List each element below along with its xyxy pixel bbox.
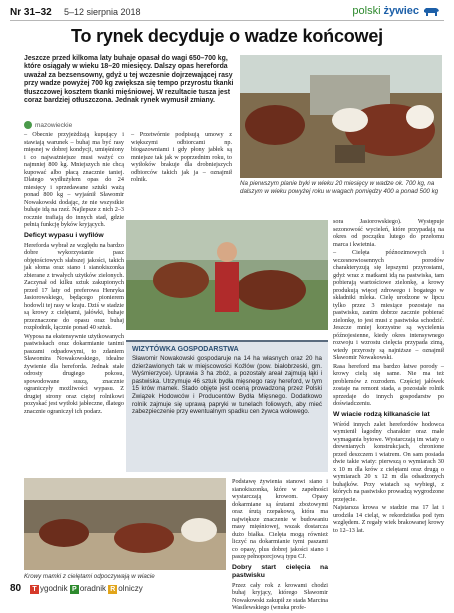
- paragraph: – Przetwórnie podpisują umowy z większymi odbiorcami np. biogazowniami i gdy płony jabłek są mniejsze tak jak w poprzednim roku, to wytłoków brakuje dla drobniejszych odbiorców takich jak ja – oznajmił rolnik.: [131, 131, 232, 183]
- photo-bulls-caption: Na pierwszym planie byki w wieku 20 miesięcy w wadze ok. 700 kg, na dalszym w wieku powyżej roku w wagach pomiędzy 400 a ponad 500 kg: [240, 180, 439, 195]
- paragraph: Wśród innych zalet herefordów hodowca wymienił łagodny charakter oraz małe wymagania bytowe. Wystarczają im wiaty o drewnianych konstrukcjach, chronione przed deszczem i wiatrem. On sam posiada dwie takie wiaty: pierwszą o wymiarach 30 x 10 m dla krów z cielętami oraz drugą o wymiarach 20 x 12 m dla odsadzonych buhajków. Przy wiatach są wybiegi, z których na pastwisko prowadzą wygrodzone przejęcie.: [333, 420, 444, 503]
- issue-number: Nr 31–32: [10, 7, 52, 18]
- bulls-illustration: [240, 55, 442, 178]
- paragraph: Rasa hereford ma bardzo łatwe porody – krowy cielą się same. Nie ma też problemów z rozrodem. Częściej jałówek zostaje na remont stada, a pozostałe rolnik sprzedaje do innych gospodarstw po doświadczeniu.: [333, 362, 444, 407]
- section-brand: [352, 5, 440, 17]
- brand-letter-r: R: [110, 586, 116, 593]
- article-column-2: [131, 131, 232, 185]
- page-number: 80: [10, 583, 22, 594]
- photo-cows-caption: Krowy mamki z cielętami odpoczywają w wiacie: [24, 573, 155, 580]
- brand-word-3: olniczy: [118, 584, 143, 593]
- article-column-1: [24, 131, 124, 416]
- brand-part1: polski: [352, 5, 381, 17]
- brand-word-1: ygodnik: [40, 584, 68, 593]
- farm-card-text: Sławomir Nowakowski gospodaruje na 14 ha własnych oraz 20 ha dzierżawionych tak w miejscowości Koźlów (pow. białobrzeski, gm. Wyśmierzyce). Uprawia 3 ha zbóż, a pozostały areał zajmują łąki i pastwiska. Utrzymuje 46 sztuk bydła mięsnego rasy hereford, w tym 15 krów mamek. Stado objęte jest oceną prowadzoną przez Polski Związek Hodowców i Producentów Bydła Mięsnego. Dodatkowo rolnik zajmuje się uprawą papryki w tunelach foliowych, aby mieć zabezpieczenie przy ewentualnym spadku cen żywca wołowego.: [132, 355, 322, 416]
- article-column-2-bottom: [232, 478, 328, 613]
- brand-letter-t: T: [30, 585, 39, 594]
- subheading: Deficyt wypasu i wyfilów: [24, 231, 104, 239]
- brand-part2: żywiec: [383, 5, 419, 17]
- farm-card-title: WIZYTÓWKA GOSPODARSTWA: [132, 346, 239, 353]
- brand-letter-p: P: [70, 585, 79, 594]
- photo-bulls: [240, 55, 442, 178]
- farmer-illustration: [126, 220, 328, 330]
- paragraph: sora Jasiorowskiego). Występuje sezonowość wycieleń, które przypadają na okres od początku lutego do przełomu marca i kwietnia.: [333, 218, 444, 248]
- paragraph: Wyposa na ekstensywnie użytkowanych pastwiskach oraz dokarmianie tanimi paszami odpadowymi, to zdaniem Sławomira Nowakowskiego, idealne żywienie dla herefordа. Jednak stałe odrosty drugiego pokosu, spowodowane suszą, znacznie ograniczyły możliwości wypasu. Z drugiej strony oraz ciężej rolnikowi pozyskać jest wytłoki jabłeczne, dlatego znacznie ograniczył ich podarz.: [24, 332, 124, 415]
- issue-date: 5–12 sierpnia 2018: [64, 7, 141, 17]
- article-title: To rynek decyduje o wadze końcowej: [71, 26, 383, 46]
- paragraph: Hereforda wybrał ze względu na bardzo dobre wykorzystanie pasz objętościowych słabszej jakości, takich jak słoma oraz siano i sianokiszonka zbierane z trwałych użytków zielonych. Zaczynał od kilku sztuk zakupionych przed 17 laty od preferowa Henryka Jasiorowskiego, będącego pionierem hodowli tej rasy w kraju. Dziś w stadzie są krowy z cielętami, jałówki, buhaje przeznaczone do opasu oraz buhaj rozpłodnik, łącznie ponad 40 sztuk.: [24, 241, 124, 331]
- brand-word-2: oradnik: [79, 584, 107, 593]
- author-icon: [24, 121, 32, 129]
- article-lead: Jeszcze przed kilkoma laty buhaje opasał do wagi 650–700 kg, które osiągały w wieku 18–20 miesięcy. Dalszy opas herefordа uważał za bezsensowny, gdyż u tej wczesnie dojrzewającej rasy przy wadze powyżej 700 kg zwiększa się tempo przyrostu tkanki tłuszczowej kosztem tkanki mięśniowej. W rezultacie tusza jest coraz bardziej otłuszczona. Jednak rynek wymusił zmiany.: [24, 55, 234, 105]
- paragraph: Najstarsza krowa w stadzie ma 17 lat i urodziła 14 cieląt, w rekordzistka pod tym względem. Z regały wiek brakowanej krowy to 12–13 lat.: [333, 504, 444, 534]
- article-column-3: [333, 218, 444, 535]
- author-byline: [24, 121, 72, 129]
- cows-illustration: [24, 478, 226, 570]
- cow-icon: [422, 6, 440, 17]
- farm-card: [126, 340, 328, 472]
- paragraph: – Cielęta późnozimowych i wczesnowiosennych porodów charakteryzują się lepszymi przyrostami, gdyż wraz z matkami idą na pastwiska, tam pobierają wartościowe zielonkę, a krowy produkują więcej zdrowego i bogatego w składniki mleka. Cielę urodzone w lipcu tylko przez 3 miesiące pozostaje na pastwisku, zanim dobrze zacznie pobierać zielonkę, to jest musi z pastwiska schodzić. Jeszcze mniej korzystne są wycielenia późnojesienne, kiedy okres intensywnego rozwoju i wzrostu cielęcia przypada zimą, wtedy przyrosty są najniższe – oznajmił Sławomir Nowakowski.: [333, 249, 444, 361]
- footer-publication: [30, 584, 143, 594]
- author-name: mazowieckie: [35, 121, 73, 129]
- photo-cows-shelter: [24, 478, 226, 570]
- paragraph: Przez cały rok z krowami chodzi buhaj kryjący, którego Sławomir Nowakowski zakupił ze stada Marcina Wasilewskiego (wnuka profe-: [232, 581, 328, 611]
- header-rule: [10, 20, 444, 21]
- paragraph: – Obecnie przyjeżdżają kupujący i stawiają warunek – buhaj ma być rasy mięsnej w dobrej kondycji, umięśniony i co najważniejsze musi ważyć co najmniej 800 kg. Mniejszych nie chcą kupować albo płacą znacznie taniej. Dlatego wydłużyłem opas do 24 miesięcy i sprzedawane sztuki ważą ponad 800 kg – wyjaśnił Sławomir Nowakowski dodając, że nie wszystkie buhaje idą na rzeź. Najlepsze z nich 2–3 rocznie trafiają do innych stad, gdzie pełnią funkcję byków kryjących.: [24, 131, 124, 228]
- subheading: W wiacie rodzą kilkanaście lat: [333, 410, 430, 418]
- paragraph: Podstawę żywienia stanowi siano i sianokiszonka, które w zapełności wystarczają krowom. Opasy dokarmiane są śrutami zbożowymi oraz śrutą rzepakową, która ma największe znaczenie w budowaniu masy mięśniowej, wszak dostarcza dużo białka. Cielęta mogą również liczyć na dokarmianie tymi paszami co opasy, plus dobrej jakości siano i paszę pełnoporcjową typu CJ.: [232, 478, 328, 560]
- subheading: Dobry start cielęcia na pastwisku: [232, 563, 328, 579]
- photo-farmer: [126, 220, 328, 330]
